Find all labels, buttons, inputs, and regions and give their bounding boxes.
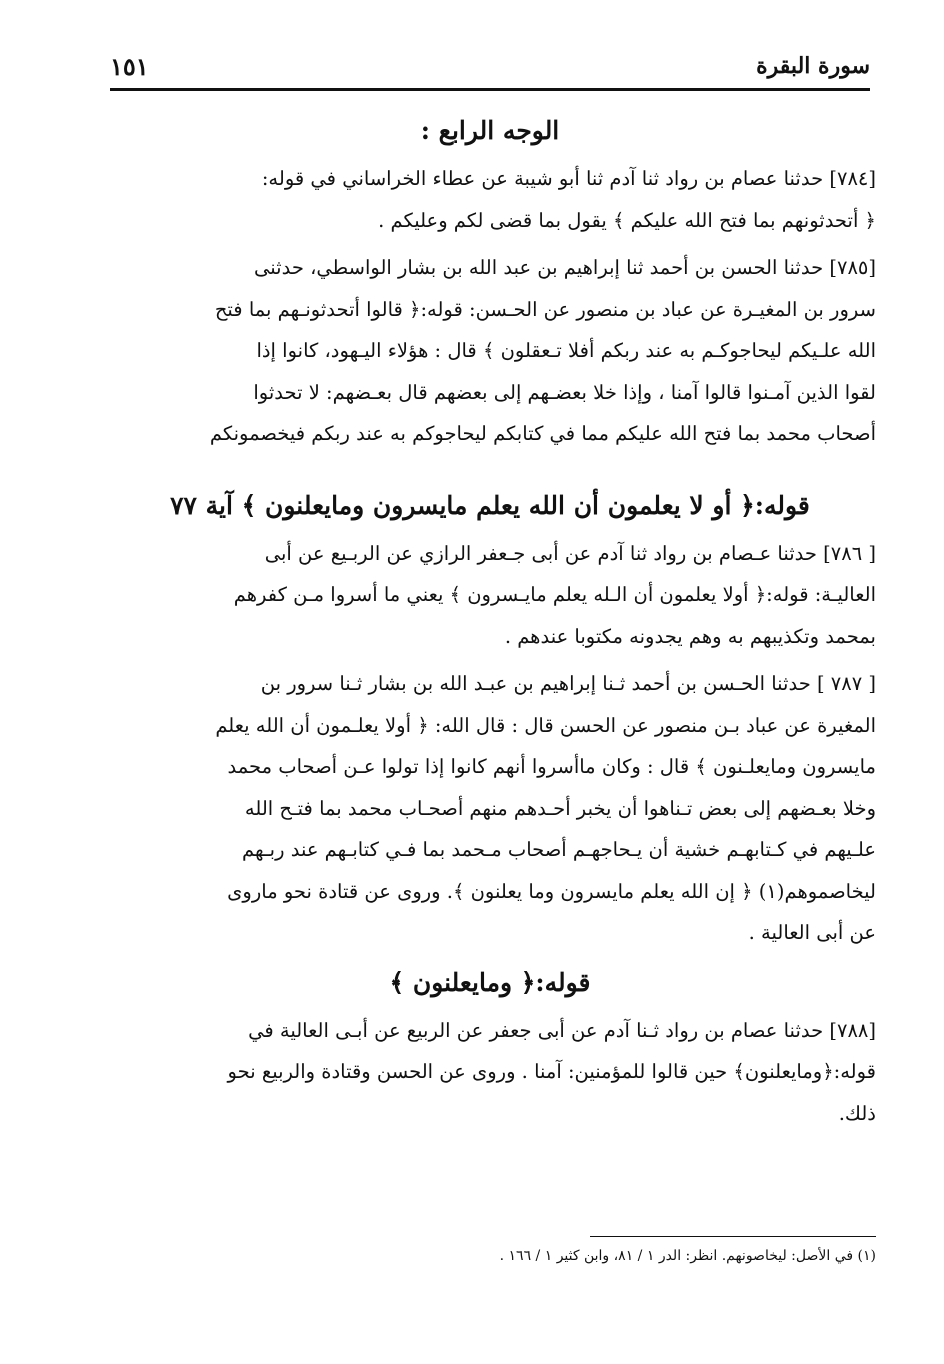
text-line: ليخاصموهم(١) ﴿ إن الله يعلم مايسرون وما يعلنون ﴾. وروى عن قتادة نحو ماروى — [227, 879, 876, 903]
text-line: ﴿ أتحدثونهم بما فتح الله عليكم ﴾ يقول بما قضى لكم وعليكم . — [378, 208, 876, 232]
text-line: لقوا الذين آمـنوا قالوا آمنا ، وإذا خلا بعضـهم إلى بعضهم قال بعـضهم: لا تحدثوا — [253, 380, 876, 404]
paragraph-787 — [104, 663, 876, 954]
text-line: بمحمد وتكذيبهم به وهم يجدونه مكتوبا عندهم . — [504, 624, 876, 648]
text-line: سرور بن المغيـرة عن عباد بن منصور عن الحـسن: قوله:﴿ قالوا أتحدثونـهم بما فتح — [214, 297, 876, 321]
text-line: العاليـة: قوله:﴿ أولا يعلمون أن الـله يعلم مايـسرون ﴾ يعني ما أسروا مـن كفرهم — [233, 583, 876, 606]
text-line: [٧٨٨] حدثنا عصام بن رواد ثـنا آدم عن أبى جعفر عن الربيع عن أبـى العالية في — [248, 1018, 876, 1042]
footnote: (١) في الأصل: ليخاصونهم. انظر: الدر ١ / ٨١، وابن كثير ١ / ١٦٦ . — [499, 1248, 876, 1264]
text-line: [ ٧٨٦] حدثنا عـصام بن رواد ثنا آدم عن أبى جـعفر الرازي عن الربـيع عن أبى — [264, 541, 876, 565]
header-rule — [110, 88, 870, 91]
paragraph-786 — [104, 533, 876, 658]
text-line: وخلا بعـضهم إلى بعض تـناهوا أن يخبر أحـدهم منهم أصحـاب محمد بما فتـح الله — [244, 796, 876, 820]
text-line: [٧٨٤] حدثنا عصام بن رواد ثنا آدم ثنا أبو شيبة عن عطاء الخراساني في قوله: — [261, 167, 876, 190]
section-heading-wa-ma-yulinun: قوله:﴿ ومايعلنون ﴾ — [389, 967, 591, 997]
text-line: ذلك. — [838, 1101, 876, 1125]
running-header — [110, 48, 870, 84]
page-body — [104, 102, 876, 1134]
footnote-rule — [590, 1236, 876, 1237]
text-line: [٧٨٥] حدثنا الحسن بن أحمد ثنا إبراهيم بن عبد الله بن بشار الواسطي، حدثنى — [254, 256, 876, 279]
section-heading-verse-77: قوله:﴿ أو لا يعلمون أن الله يعلم مايسرون ومايعلنون ﴾ آية ٧٧ — [170, 490, 810, 520]
section-heading-fourth-aspect: الوجه الرابع : — [420, 116, 560, 145]
text-line: قوله:﴿ومايعلنون﴾ حين قالوا للمؤمنين: آمنا . وروى عن الحسن وقتادة والربيع نحو — [227, 1060, 876, 1083]
running-title: سورة البقرة — [756, 53, 870, 79]
paragraph-788 — [104, 1010, 876, 1135]
text-line: أصحاب محمد بما فتح الله عليكم مما في كتابكم ليحاجوكم به عند ربكم فيخصمونكم — [209, 422, 876, 445]
text-line: مايسرون ومايعلـنون ﴾ قال : وكان ماأسروا أنهم كانوا إذا تولوا عـن أصحاب محمد — [227, 755, 876, 778]
paragraph-784 — [104, 158, 876, 241]
page-number: ١٥١ — [110, 51, 149, 81]
text-line: علـيهم في كـتابهـم خشية أن يـحاجهـم أصحاب مـحمد بما فـي كتابـهم عند ربـهم — [241, 838, 876, 861]
paragraph-785 — [104, 247, 876, 455]
text-line: المغيرة عن عباد بـن منصور عن الحسن قال : قال الله: ﴿ أولا يعلـمون أن الله يعلم — [215, 713, 876, 737]
text-line: الله علـيكم ليحاجوكـم به عند ربكم أفلا تـعقلون ﴾ قال : هؤلاء اليـهود، كانوا إذا — [256, 339, 876, 362]
text-line: عن أبى العالية . — [748, 921, 876, 944]
text-line: [ ٧٨٧ ] حدثنا الحـسن بن أحمد ثـنا إبراهيم بن عبـد الله بن بشار ثـنا سرور بن — [260, 672, 876, 695]
